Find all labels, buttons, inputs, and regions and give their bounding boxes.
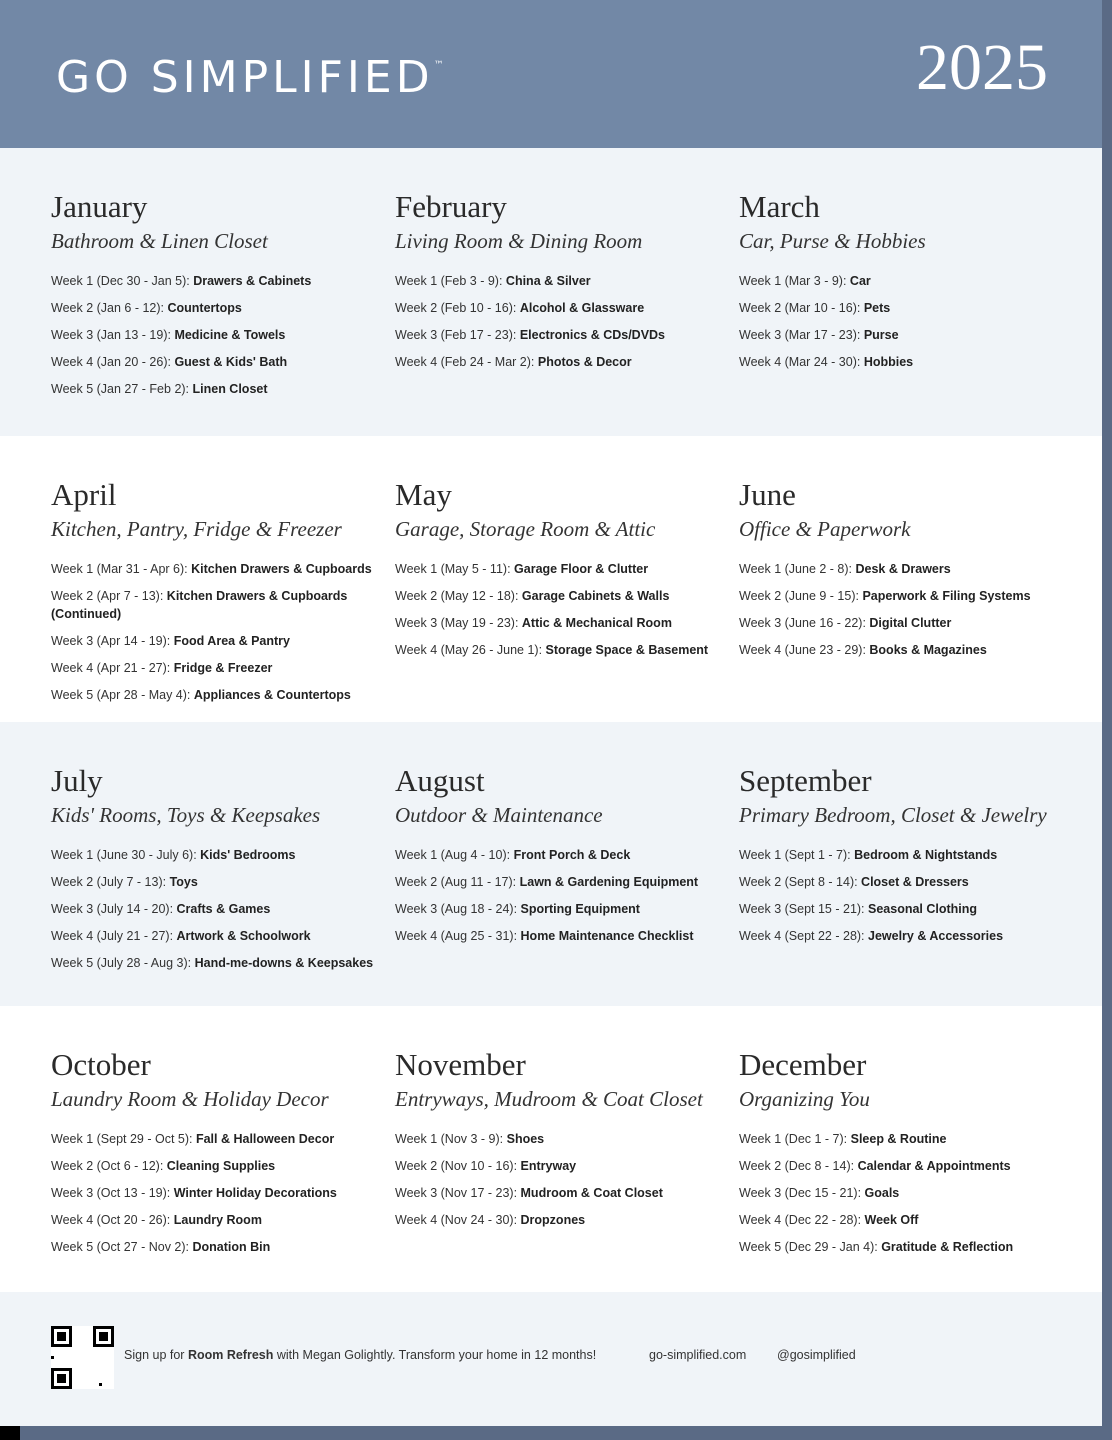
week-range: Week 2 (Nov 10 - 16): <box>395 1159 521 1173</box>
week-task: Week Off <box>864 1213 919 1227</box>
week-range: Week 2 (Oct 6 - 12): <box>51 1159 167 1173</box>
quarter-row <box>0 722 1102 1006</box>
week-range: Week 1 (Sept 29 - Oct 5): <box>51 1132 196 1146</box>
week-range: Week 3 (Aug 18 - 24): <box>395 902 521 916</box>
week-item <box>739 1211 1069 1229</box>
week-item <box>395 272 725 290</box>
month-theme: Laundry Room & Holiday Decor <box>51 1087 329 1111</box>
month-theme: Outdoor & Maintenance <box>395 803 603 827</box>
week-range: Week 1 (June 30 - July 6): <box>51 848 201 862</box>
week-task: Hand-me-downs & Keepsakes <box>194 956 374 970</box>
week-task: Kids' Bedrooms <box>200 848 296 862</box>
week-task: Lawn & Gardening Equipment <box>519 875 699 889</box>
week-range: Week 4 (Nov 24 - 30): <box>395 1213 521 1227</box>
week-task: Purse <box>863 328 899 342</box>
week-item <box>739 927 1069 945</box>
week-range: Week 4 (Sept 22 - 28): <box>739 929 868 943</box>
week-item <box>51 1238 381 1256</box>
week-item <box>51 846 381 864</box>
week-item <box>395 1157 725 1175</box>
week-item <box>51 900 381 918</box>
week-range: Week 2 (May 12 - 18): <box>395 589 522 603</box>
week-item <box>739 326 1069 344</box>
week-range: Week 3 (May 19 - 23): <box>395 616 522 630</box>
week-range: Week 4 (Mar 24 - 30): <box>739 355 864 369</box>
week-range: Week 2 (July 7 - 13): <box>51 875 170 889</box>
week-range: Week 2 (June 9 - 15): <box>739 589 863 603</box>
week-item <box>739 560 1069 578</box>
week-task: Home Maintenance Checklist <box>520 929 694 943</box>
month-block-september <box>739 764 1079 954</box>
month-name: May <box>395 477 452 512</box>
month-block-november <box>395 1048 735 1238</box>
week-item <box>395 326 725 344</box>
week-task: Alcohol & Glassware <box>519 301 645 315</box>
brand-logo <box>56 52 444 103</box>
week-item <box>739 353 1069 371</box>
week-task: Toys <box>169 875 198 889</box>
week-task: Calendar & Appointments <box>857 1159 1011 1173</box>
week-item <box>51 954 381 972</box>
month-theme: Living Room & Dining Room <box>395 229 643 253</box>
week-item <box>739 1130 1069 1148</box>
month-theme: Office & Paperwork <box>739 517 911 541</box>
week-range: Week 4 (June 23 - 29): <box>739 643 870 657</box>
week-task: Pets <box>863 301 891 315</box>
week-range: Week 3 (Jan 13 - 19): <box>51 328 175 342</box>
week-task: Appliances & Countertops <box>193 688 351 702</box>
week-task: Jewelry & Accessories <box>868 929 1004 943</box>
week-item <box>395 353 725 371</box>
month-theme: Kitchen, Pantry, Fridge & Freezer <box>51 517 342 541</box>
week-task: Crafts & Games <box>176 902 271 916</box>
week-task: Storage Space & Basement <box>545 643 709 657</box>
week-item <box>51 326 381 344</box>
week-item <box>739 846 1069 864</box>
frame-corner <box>0 1426 20 1440</box>
week-range: Week 4 (Aug 25 - 31): <box>395 929 521 943</box>
week-item <box>51 659 381 677</box>
month-block-april <box>51 478 391 713</box>
week-task: China & Silver <box>505 274 591 288</box>
week-item <box>51 1184 381 1202</box>
week-item <box>51 873 381 891</box>
week-range: Week 5 (Jan 27 - Feb 2): <box>51 382 193 396</box>
week-item <box>739 587 1069 605</box>
signup-suffix: with Megan Golightly. Transform your home in 12 months! <box>273 1348 597 1362</box>
week-task: Hobbies <box>863 355 914 369</box>
month-name: April <box>51 477 117 512</box>
qr-code-icon[interactable] <box>51 1326 114 1389</box>
month-name: October <box>51 1047 151 1082</box>
week-range: Week 4 (July 21 - 27): <box>51 929 177 943</box>
week-range: Week 4 (Apr 21 - 27): <box>51 661 174 675</box>
week-range: Week 5 (Apr 28 - May 4): <box>51 688 194 702</box>
week-task: Garage Floor & Clutter <box>514 562 649 576</box>
week-item <box>395 900 725 918</box>
week-item <box>51 632 381 650</box>
month-name: March <box>739 189 820 224</box>
week-task: Food Area & Pantry <box>173 634 290 648</box>
month-name: July <box>51 763 103 798</box>
week-item <box>395 927 725 945</box>
week-range: Week 4 (May 26 - June 1): <box>395 643 546 657</box>
month-name: June <box>739 477 796 512</box>
signup-prefix: Sign up for <box>124 1348 188 1362</box>
week-task: Goals <box>864 1186 900 1200</box>
footer <box>0 1292 1102 1426</box>
week-item <box>739 1238 1069 1256</box>
month-name: December <box>739 1047 867 1082</box>
week-task: Entryway <box>520 1159 577 1173</box>
week-item <box>739 299 1069 317</box>
week-range: Week 1 (Aug 4 - 10): <box>395 848 514 862</box>
week-task: Guest & Kids' Bath <box>174 355 288 369</box>
quarter-row <box>0 1006 1102 1292</box>
week-item <box>739 1157 1069 1175</box>
brand-name: GO SIMPLIFIED <box>56 52 434 103</box>
week-item <box>739 272 1069 290</box>
week-task: Drawers & Cabinets <box>193 274 312 288</box>
week-range: Week 3 (Nov 17 - 23): <box>395 1186 521 1200</box>
week-item <box>739 900 1069 918</box>
week-range: Week 1 (Mar 31 - Apr 6): <box>51 562 192 576</box>
month-theme: Primary Bedroom, Closet & Jewelry <box>739 803 1047 827</box>
week-range: Week 3 (July 14 - 20): <box>51 902 177 916</box>
week-task: Photos & Decor <box>537 355 632 369</box>
trademark: ™ <box>433 60 444 71</box>
week-item <box>739 614 1069 632</box>
week-range: Week 3 (Mar 17 - 23): <box>739 328 864 342</box>
week-item <box>395 560 725 578</box>
month-block-december <box>739 1048 1079 1265</box>
week-range: Week 2 (Jan 6 - 12): <box>51 301 168 315</box>
week-task: Bedroom & Nightstands <box>854 848 998 862</box>
program-name: Room Refresh <box>187 1348 274 1362</box>
month-name: September <box>739 763 872 798</box>
week-task: Mudroom & Coat Closet <box>520 1186 663 1200</box>
week-range: Week 5 (July 28 - Aug 3): <box>51 956 195 970</box>
week-item <box>395 846 725 864</box>
month-theme: Car, Purse & Hobbies <box>739 229 926 253</box>
month-block-july <box>51 764 391 981</box>
month-name: November <box>395 1047 526 1082</box>
week-item <box>51 927 381 945</box>
month-block-february <box>395 190 735 380</box>
week-item <box>395 1130 725 1148</box>
week-task: Medicine & Towels <box>174 328 286 342</box>
week-task: Gratitude & Reflection <box>881 1240 1014 1254</box>
week-task: Laundry Room <box>173 1213 262 1227</box>
week-item <box>395 641 725 659</box>
week-task: Seasonal Clothing <box>868 902 978 916</box>
month-block-january <box>51 190 391 407</box>
week-range: Week 3 (Sept 15 - 21): <box>739 902 868 916</box>
month-name: January <box>51 189 148 224</box>
week-range: Week 5 (Dec 29 - Jan 4): <box>739 1240 882 1254</box>
week-range: Week 1 (Sept 1 - 7): <box>739 848 855 862</box>
week-item <box>51 353 381 371</box>
week-task: Sporting Equipment <box>520 902 640 916</box>
week-range: Week 1 (Mar 3 - 9): <box>739 274 850 288</box>
week-item <box>395 587 725 605</box>
week-range: Week 4 (Jan 20 - 26): <box>51 355 175 369</box>
week-range: Week 2 (Sept 8 - 14): <box>739 875 862 889</box>
month-block-august <box>395 764 735 954</box>
week-range: Week 2 (Dec 8 - 14): <box>739 1159 858 1173</box>
week-task: Kitchen Drawers & Cupboards <box>191 562 372 576</box>
month-name: February <box>395 189 507 224</box>
month-theme: Kids' Rooms, Toys & Keepsakes <box>51 803 321 827</box>
month-theme: Entryways, Mudroom & Coat Closet <box>395 1087 703 1111</box>
week-item <box>51 299 381 317</box>
month-block-october <box>51 1048 391 1265</box>
month-block-june <box>739 478 1079 668</box>
week-range: Week 4 (Oct 20 - 26): <box>51 1213 174 1227</box>
week-range: Week 3 (Apr 14 - 19): <box>51 634 174 648</box>
week-task: Winter Holiday Decorations <box>173 1186 337 1200</box>
month-block-may <box>395 478 735 668</box>
week-task: Fall & Halloween Decor <box>195 1132 335 1146</box>
week-item <box>51 587 381 623</box>
week-item <box>395 614 725 632</box>
week-task: Electronics & CDs/DVDs <box>519 328 666 342</box>
week-range: Week 2 (Mar 10 - 16): <box>739 301 864 315</box>
week-item <box>395 299 725 317</box>
week-item <box>739 1184 1069 1202</box>
week-item <box>51 686 381 704</box>
week-item <box>51 1211 381 1229</box>
week-range: Week 4 (Feb 24 - Mar 2): <box>395 355 538 369</box>
week-task: Sleep & Routine <box>850 1132 947 1146</box>
website-link[interactable]: go-simplified.com <box>649 1348 747 1362</box>
week-task: Desk & Drawers <box>855 562 951 576</box>
signup-text <box>124 1348 596 1362</box>
week-item <box>739 641 1069 659</box>
week-range: Week 5 (Oct 27 - Nov 2): <box>51 1240 193 1254</box>
week-task: Linen Closet <box>192 382 268 396</box>
week-item <box>395 873 725 891</box>
week-item <box>51 560 381 578</box>
week-task: Cleaning Supplies <box>166 1159 276 1173</box>
week-task: Shoes <box>506 1132 545 1146</box>
quarter-row <box>0 436 1102 722</box>
week-range: Week 1 (June 2 - 8): <box>739 562 856 576</box>
week-task: Front Porch & Deck <box>513 848 631 862</box>
week-item <box>51 380 381 398</box>
week-range: Week 3 (Dec 15 - 21): <box>739 1186 865 1200</box>
week-item <box>395 1211 725 1229</box>
week-item <box>51 1157 381 1175</box>
week-range: Week 1 (Dec 1 - 7): <box>739 1132 851 1146</box>
week-task: Digital Clutter <box>869 616 952 630</box>
week-range: Week 1 (May 5 - 11): <box>395 562 515 576</box>
header-band <box>0 0 1102 148</box>
month-name: August <box>395 763 485 798</box>
week-item <box>51 1130 381 1148</box>
social-handle[interactable]: @gosimplified <box>777 1348 856 1362</box>
week-range: Week 2 (Apr 7 - 13): <box>51 589 167 603</box>
week-task: Dropzones <box>520 1213 586 1227</box>
week-task: Books & Magazines <box>869 643 987 657</box>
week-range: Week 3 (June 16 - 22): <box>739 616 870 630</box>
week-range: Week 4 (Dec 22 - 28): <box>739 1213 865 1227</box>
week-task: Car <box>849 274 871 288</box>
week-task: Kitchen Drawers & Cupboards (Continued) <box>51 589 348 621</box>
week-item <box>51 272 381 290</box>
quarter-row <box>0 148 1102 436</box>
week-task: Donation Bin <box>192 1240 271 1254</box>
week-task: Artwork & Schoolwork <box>176 929 311 943</box>
week-task: Closet & Dressers <box>861 875 969 889</box>
month-block-march <box>739 190 1079 380</box>
month-theme: Garage, Storage Room & Attic <box>395 517 656 541</box>
week-range: Week 1 (Feb 3 - 9): <box>395 274 506 288</box>
week-range: Week 1 (Dec 30 - Jan 5): <box>51 274 194 288</box>
week-task: Fridge & Freezer <box>173 661 273 675</box>
month-theme: Organizing You <box>739 1087 870 1111</box>
week-range: Week 3 (Oct 13 - 19): <box>51 1186 174 1200</box>
week-range: Week 2 (Feb 10 - 16): <box>395 301 520 315</box>
week-range: Week 3 (Feb 17 - 23): <box>395 328 520 342</box>
year-title: 2025 <box>916 31 1048 104</box>
week-range: Week 1 (Nov 3 - 9): <box>395 1132 507 1146</box>
week-item <box>395 1184 725 1202</box>
month-theme: Bathroom & Linen Closet <box>51 229 268 253</box>
week-task: Paperwork & Filing Systems <box>862 589 1031 603</box>
week-range: Week 2 (Aug 11 - 17): <box>395 875 520 889</box>
week-task: Countertops <box>167 301 242 315</box>
week-item <box>739 873 1069 891</box>
week-task: Garage Cabinets & Walls <box>521 589 670 603</box>
week-task: Attic & Mechanical Room <box>521 616 672 630</box>
